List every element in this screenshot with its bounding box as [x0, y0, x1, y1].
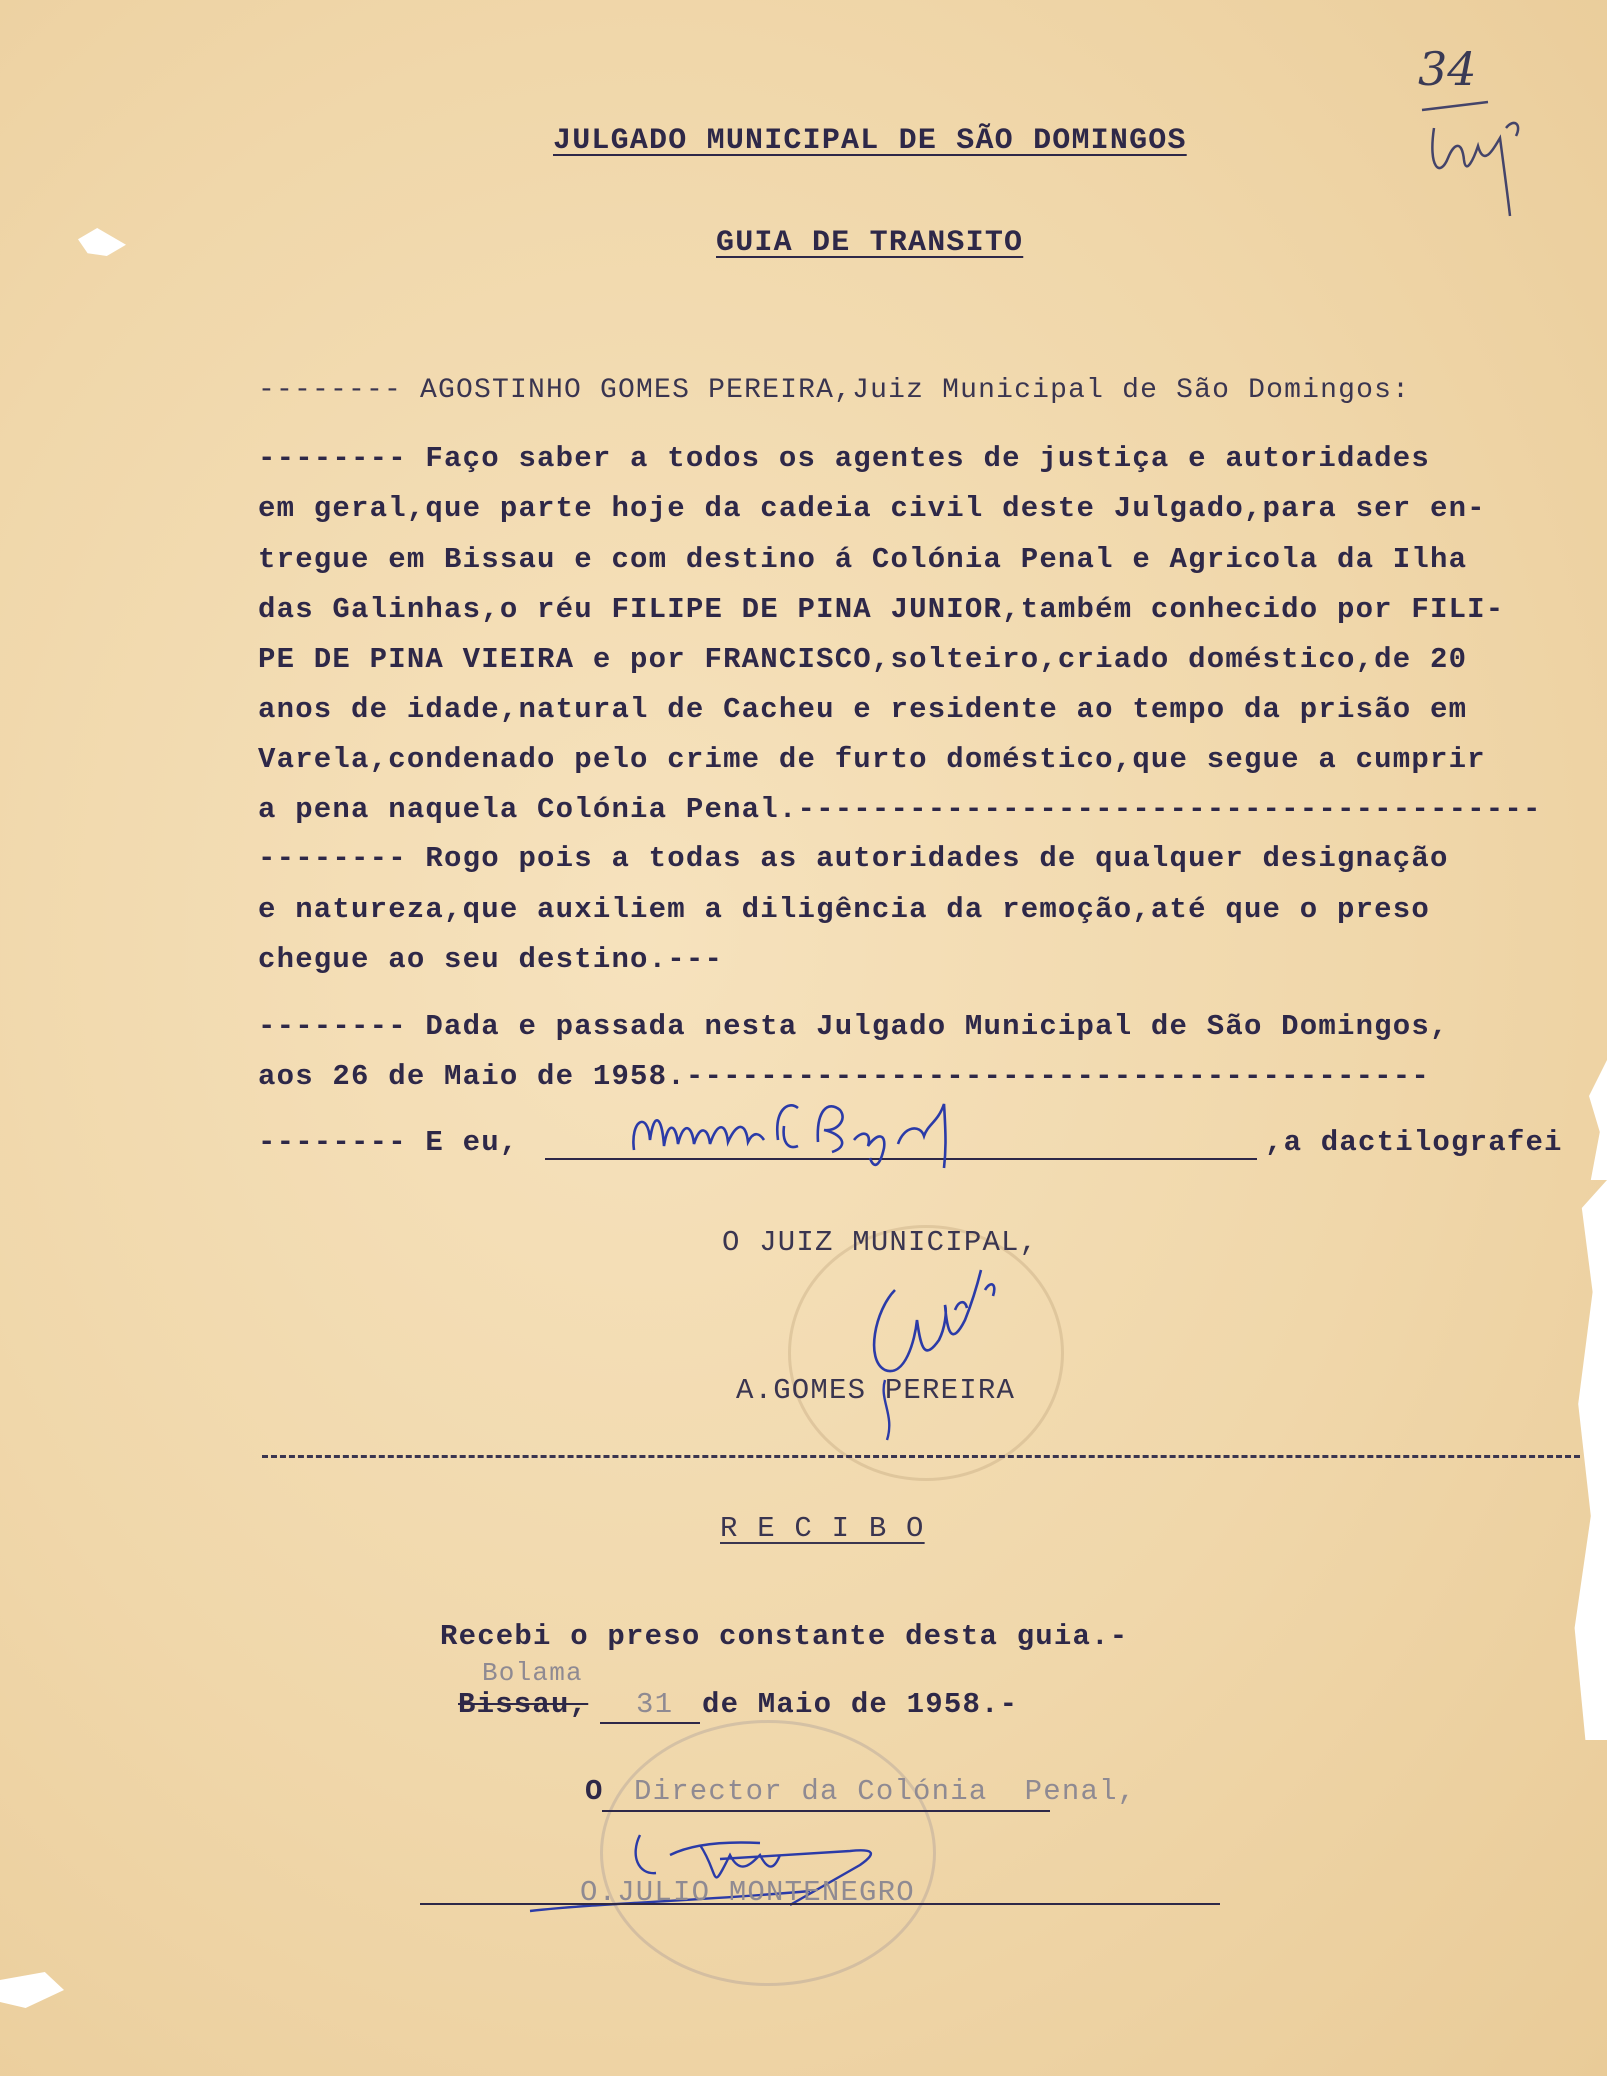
dada-line: -------- Dada e passada nesta Julgado Municipal de São Domingos, — [258, 1010, 1449, 1043]
torn-edge — [1571, 1180, 1607, 1740]
receipt-statement: Recebi o preso constante desta guia.- — [440, 1620, 1129, 1653]
document-title: GUIA DE TRANSITO — [716, 226, 1024, 260]
receipt-date: de Maio de 1958.- — [702, 1688, 1019, 1721]
body-line: PE DE PINA VIEIRA e por FRANCISCO,solteiro,criado doméstico,de 20 — [258, 643, 1468, 676]
place-bissau: Bissau, — [458, 1688, 589, 1721]
punch-hole-top — [78, 228, 126, 256]
director-name: O.JULIO MONTENEGRO — [580, 1876, 915, 1909]
director-o: O — [585, 1775, 604, 1808]
dada-line: aos 26 de Maio de 1958.---------------------------------------- — [258, 1060, 1430, 1093]
judge-intro-line: -------- AGOSTINHO GOMES PEREIRA,Juiz Municipal de São Domingos: — [258, 375, 1411, 406]
director-signature — [520, 1815, 980, 1935]
page-number: 34 — [1418, 42, 1477, 96]
rogo-line: chegue ao seu destino.--- — [258, 943, 724, 976]
page-initials-signature — [1418, 88, 1528, 218]
body-line: anos de idade,natural de Cacheu e residente ao tempo da prisão em — [258, 693, 1468, 726]
rogo-line: -------- Rogo pois a todas as autoridades de qualquer designação — [258, 842, 1449, 875]
body-line: das Galinhas,o réu FILIPE DE PINA JUNIOR,também conhecido por FILI- — [258, 593, 1505, 626]
punch-hole-bottom — [0, 1968, 64, 2008]
director-title: Director da Colónia Penal, — [634, 1775, 1137, 1808]
body-line: a pena naquela Colónia Penal.---------------------------------------- — [258, 793, 1542, 826]
court-header: JULGADO MUNICIPAL DE SÃO DOMINGOS — [553, 124, 1187, 158]
rogo-line: e natureza,que auxiliem a diligência da remoção,até que o preso — [258, 893, 1430, 926]
typist-suffix: ,a dactilografei — [1265, 1126, 1563, 1159]
typist-signature — [628, 1080, 1028, 1170]
place-bolama: Bolama — [482, 1658, 583, 1688]
body-line: em geral,que parte hoje da cadeia civil deste Julgado,para ser en- — [258, 492, 1486, 525]
body-line: Varela,condenado pelo crime de furto doméstico,que segue a cumprir — [258, 743, 1486, 776]
body-line: tregue em Bissau e com destino á Colónia Penal e Agricola da Ilha — [258, 543, 1468, 576]
torn-edge — [1589, 1060, 1607, 1180]
section-separator — [262, 1455, 1580, 1458]
day-line — [600, 1722, 700, 1724]
director-title-line — [602, 1810, 1050, 1812]
judge-label: O JUIZ MUNICIPAL, — [722, 1226, 1039, 1259]
receipt-title: R E C I B O — [720, 1512, 925, 1545]
judge-name: A.GOMES PEREIRA — [736, 1374, 1016, 1407]
receipt-day: 31 — [636, 1688, 674, 1721]
judge-signature — [855, 1250, 1035, 1450]
body-line: -------- Faço saber a todos os agentes de justiça e autoridades — [258, 442, 1430, 475]
typist-prefix: -------- E eu, — [258, 1126, 519, 1159]
